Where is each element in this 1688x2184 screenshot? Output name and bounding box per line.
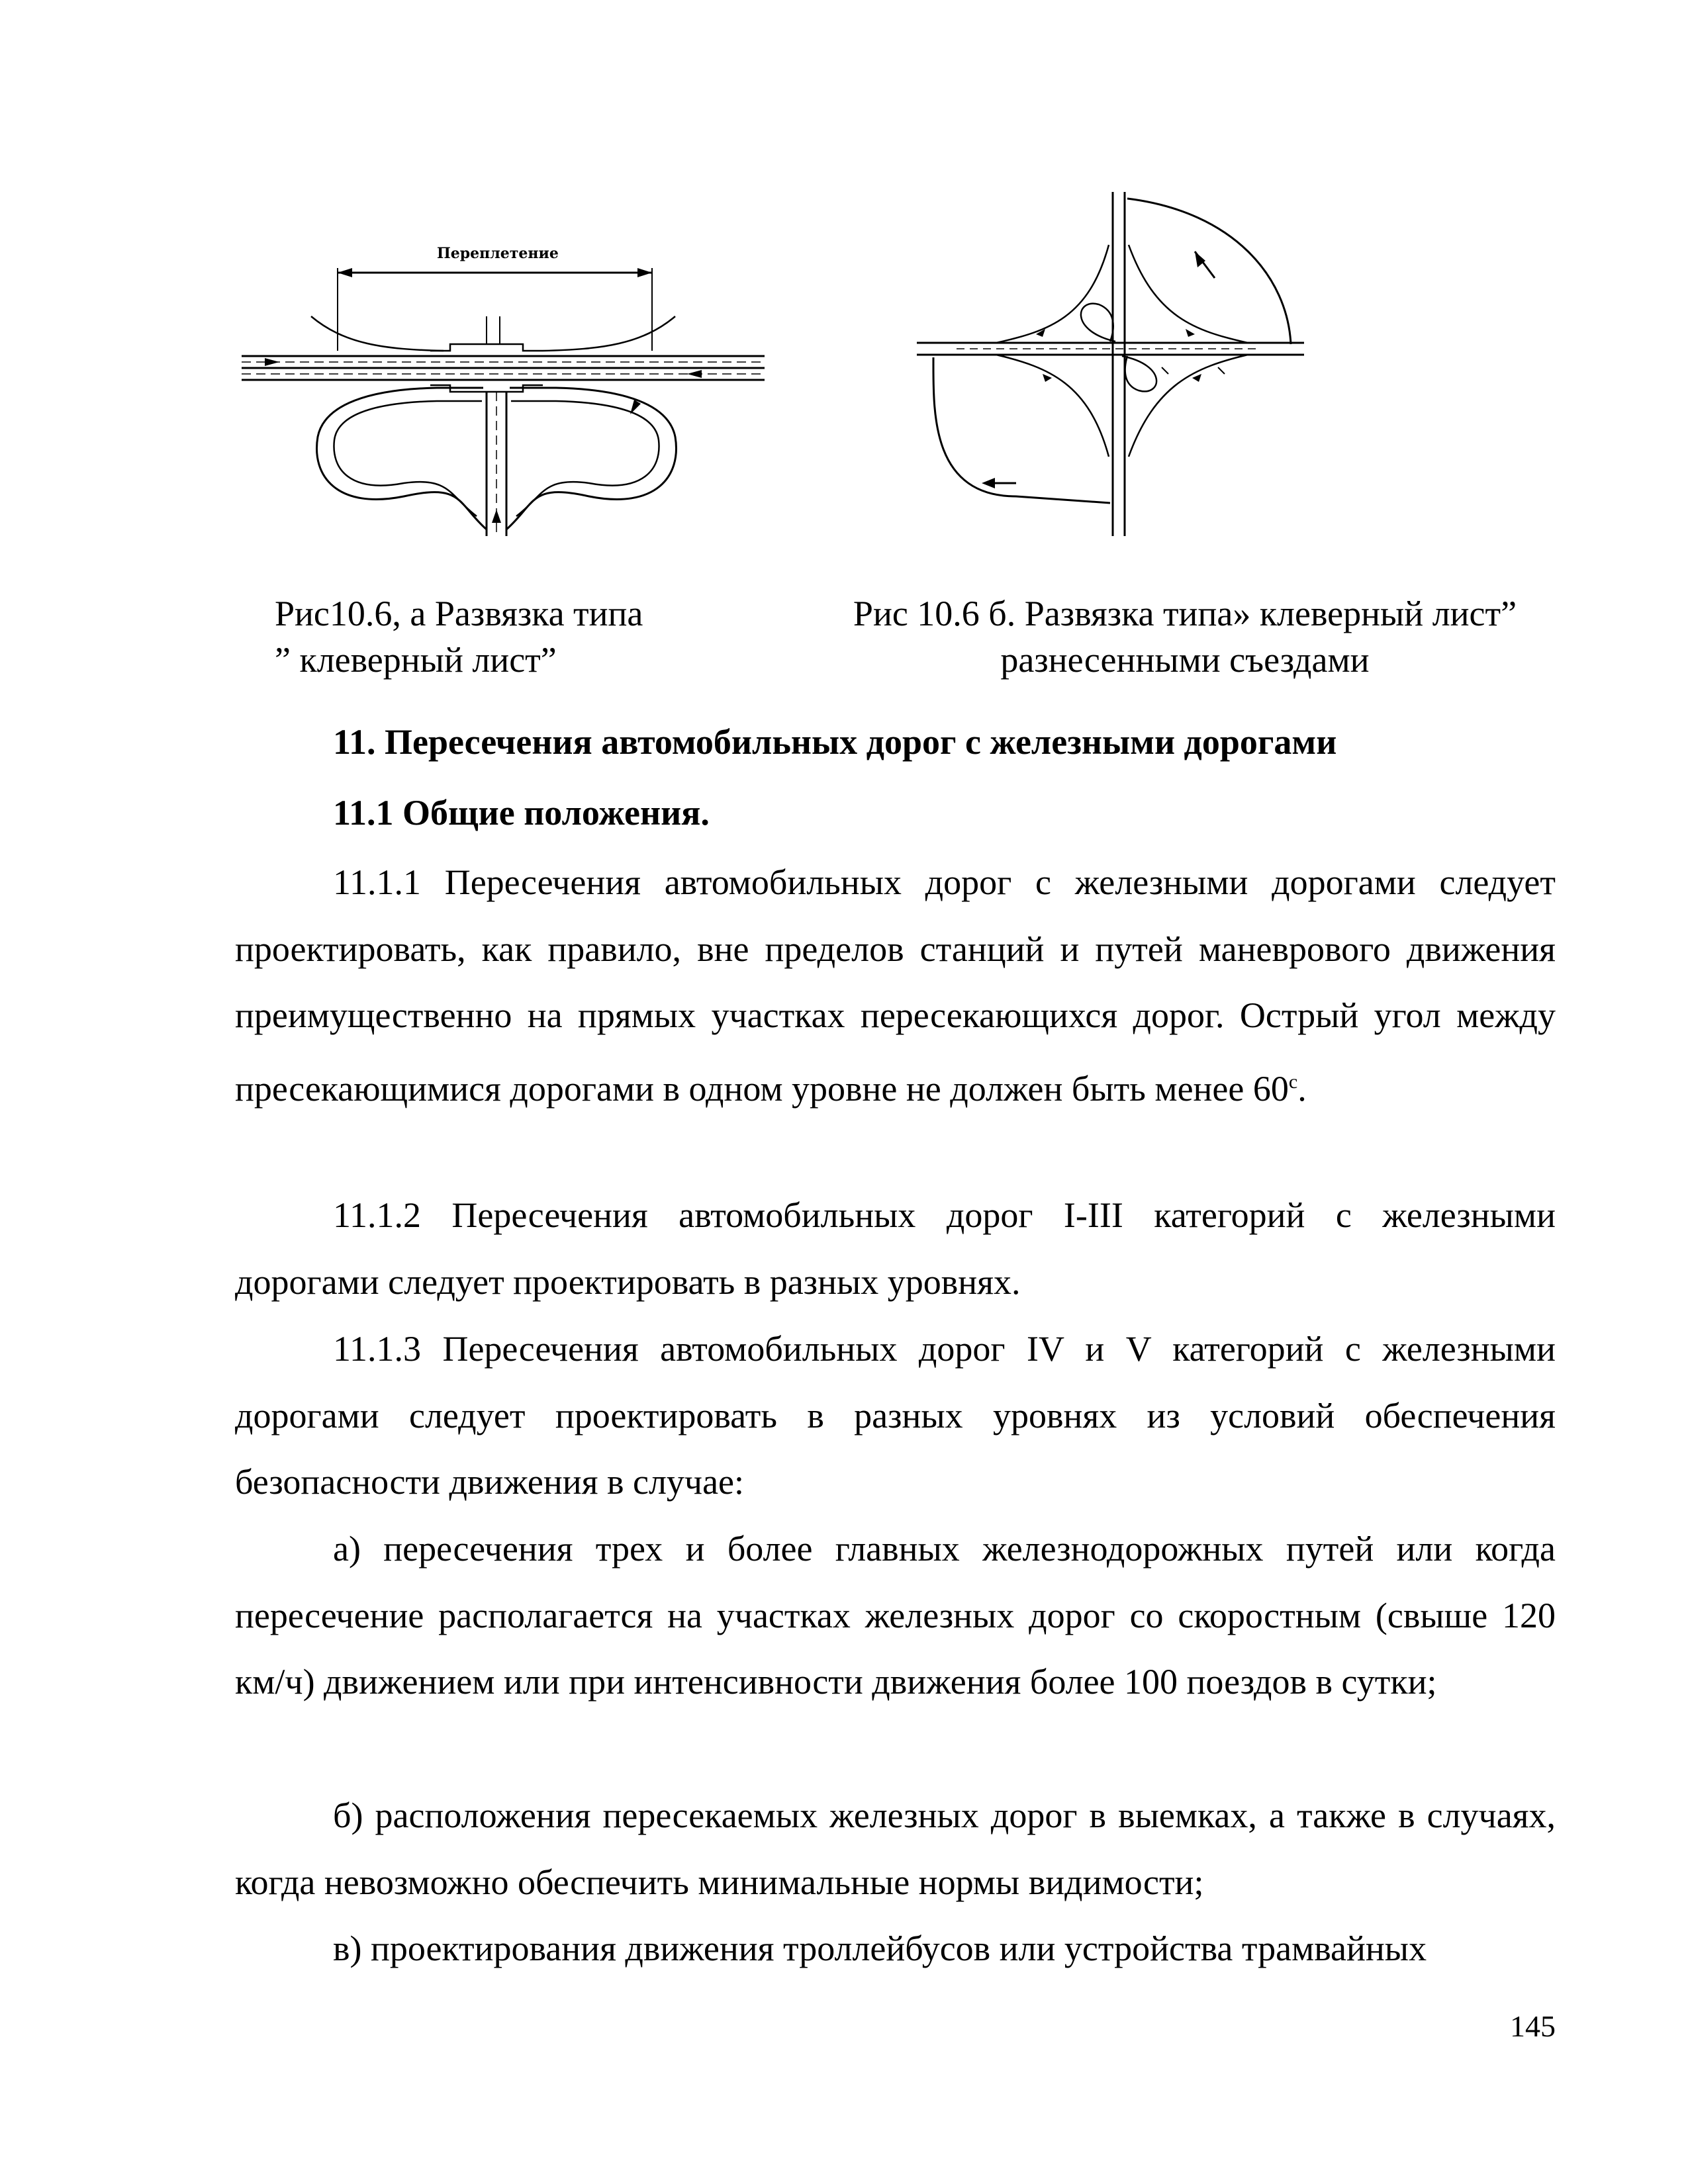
section-title: 11. Пересечения автомобильных дорог с железными дорогами: [333, 722, 1337, 762]
figure-caption-b: [814, 590, 1556, 683]
page-number: 145: [1510, 2009, 1556, 2043]
figure-caption-a: [275, 590, 643, 683]
paragraph-11-1-1-text: 11.1.1 Пересечения автомобильных дорог с железными дорогами следует проектировать, как правило, вне пределов станций и путей маневрового движения преимущественно на прямых участках пересекающихся дорог. Острый угол между пресекающимися дорогами в одном уровне не должен быть менее 60: [235, 862, 1556, 1109]
paragraph-11-1-3: 11.1.3 Пересечения автомобильных дорог IV и V категорий с железными дорогами следует проектировать в разных уровнях из условий обеспечения безопасности движения в случае:: [235, 1329, 1556, 1502]
caption-b-line1: Рис 10.6 б. Развязка типа» клеверный лист”: [853, 594, 1517, 633]
weaving-label: Переплетение: [437, 245, 559, 262]
caption-a-line2: ” клеверный лист”: [275, 640, 557, 680]
paragraph-11-1-2: 11.1.2 Пересечения автомобильных дорог I-III категорий с железными дорогами следует проектировать в разных уровнях.: [235, 1195, 1556, 1302]
list-item-c: в) проектирования движения троллейбусов или устройства трамвайных: [333, 1929, 1427, 1968]
subsection-title: 11.1 Общие положения.: [333, 793, 710, 833]
figure-10-6a-cloverleaf-diagram: [238, 238, 768, 549]
list-item-a: а) пересечения трех и более главных железнодорожных путей или когда пересечение располагается на участках железных дорог со скоростным (свыше 120 км/ч) движением или при интенсивности движения более 100 поездов в сутки;: [235, 1529, 1556, 1702]
degree-superscript: с: [1288, 1070, 1298, 1093]
paragraph-11-1-1-end: .: [1297, 1068, 1307, 1109]
paragraph-11-1-1: [235, 849, 1556, 1122]
caption-b-line2: разнесенными съездами: [1000, 640, 1370, 680]
caption-a-line1: Рис10.6, а Развязка типа: [275, 594, 643, 633]
figure-10-6b-cloverleaf-spread-ramps-diagram: [917, 192, 1307, 543]
list-item-b: б) расположения пересекаемых железных дорог в выемках, а также в случаях, когда невозможно обеспечить минимальные нормы видимости;: [235, 1796, 1556, 1902]
